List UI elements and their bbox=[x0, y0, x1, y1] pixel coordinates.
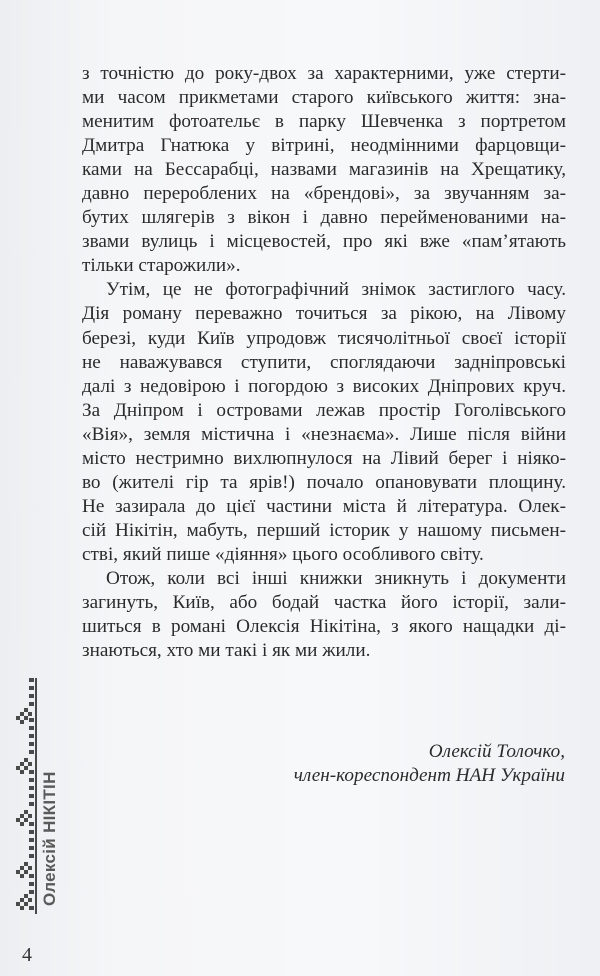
paragraph-2 bbox=[82, 278, 566, 567]
text-line: знаються, хто ми такі і як ми жили. bbox=[82, 640, 371, 662]
text-line: давно перероблених на «брендові», за звучанням за- bbox=[82, 183, 566, 205]
signature-name: Олексій Толочко, bbox=[428, 741, 565, 762]
text-line: звами вулиць і місцевостей, про які вже «пам’ятають bbox=[82, 231, 566, 253]
text-line: Утім, це не фотографічний знімок застиглого часу. bbox=[106, 279, 566, 301]
text-line: тільки старожили». bbox=[82, 255, 241, 277]
text-line: стві, який пише «діяння» цього особливого світу. bbox=[82, 543, 484, 565]
text-line: Дія роману переважно точиться за рікою, на Лівому bbox=[82, 303, 566, 325]
text-line: во (жителі гір та ярів!) почало опановувати площину. bbox=[82, 471, 566, 493]
text-line: Отож, коли всі інші книжки зникнуть і документи bbox=[106, 567, 566, 589]
signature-block bbox=[294, 740, 565, 788]
vertical-rule bbox=[35, 678, 37, 914]
body-text bbox=[82, 62, 566, 663]
text-line: шиться в романі Олексія Нікітіна, з якого нащадки ді- bbox=[82, 616, 566, 638]
paragraph-1 bbox=[82, 62, 566, 278]
text-line: бутих шлягерів з вікон і давно перейменованими на- bbox=[82, 207, 566, 229]
signature-title: член-кореспондент НАН України bbox=[293, 765, 565, 786]
text-line: загинуть, Київ, або бодай частка його історії, зали- bbox=[82, 592, 566, 614]
text-line: ми часом прикметами старого київського життя: зна- bbox=[82, 87, 566, 109]
text-line: «Вія», земля містична і «незнаєма». Лише після війни bbox=[82, 423, 566, 445]
text-line: Дмитра Гнатюка у вітрині, неодмінними фарцовщи- bbox=[82, 135, 566, 157]
text-line: Не зазирала до цієї частини міста й література. Олек- bbox=[82, 495, 566, 517]
ornament-border-icon bbox=[12, 678, 36, 914]
paragraph-3 bbox=[82, 567, 566, 663]
text-line: місто нестримно вихлюпнулося на Лівий берег і ніяко- bbox=[82, 447, 566, 469]
text-line: не наважувався ступити, споглядаючи задніпровські bbox=[82, 351, 566, 373]
text-line: менитим фотоательє в парку Шевченка з портретом bbox=[82, 111, 566, 133]
text-line: сій Нікітін, мабуть, перший історик у нашому письмен- bbox=[82, 519, 566, 541]
text-line: За Дніпром і островами лежав простір Гоголівського bbox=[82, 399, 566, 421]
text-line: березі, куди Київ упродовж тисячолітньої своєї історії bbox=[82, 327, 566, 349]
page-number: 4 bbox=[22, 944, 32, 966]
text-line: далі з недовірою і погордою з високих Дніпрових круч. bbox=[82, 375, 566, 397]
running-author-name: Олексій НІКІТІН bbox=[40, 771, 59, 906]
text-line: ками на Бессарабці, назвами магазинів на Хрещатику, bbox=[82, 159, 566, 181]
text-line: з точністю до року-двох за характерними, уже стерти- bbox=[82, 63, 566, 84]
